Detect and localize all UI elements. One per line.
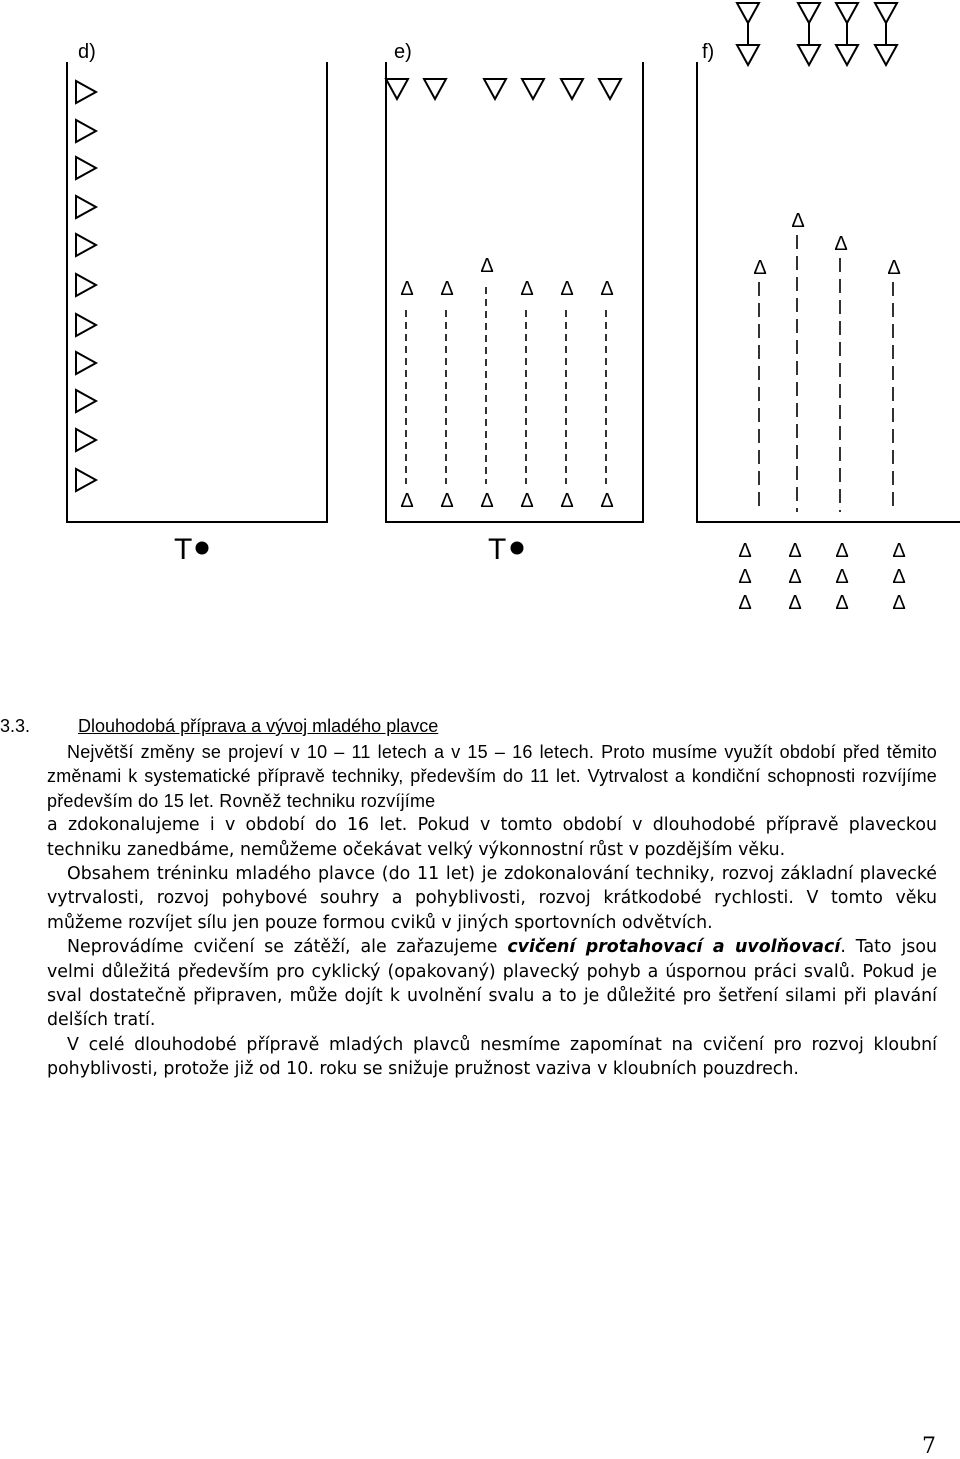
paragraph-3-emphasis: cvičení protahovací a uvolňovací	[507, 937, 841, 958]
coach-d-marker	[196, 542, 209, 555]
lane-marker-icon: Δ	[560, 278, 574, 300]
swimmer-icon	[424, 79, 446, 99]
swimmer-icon	[76, 157, 96, 179]
swimmer-icon	[798, 3, 820, 23]
lane-marker-icon: Δ	[835, 566, 849, 588]
lane-marker-icon: Δ	[440, 278, 454, 300]
lane-marker-icon: Δ	[738, 566, 752, 588]
panel-e	[386, 41, 643, 566]
swimmer-icon	[76, 429, 96, 451]
swimmer-icon	[599, 79, 621, 99]
swimmer-icon	[836, 3, 858, 23]
swimmer-icon	[798, 45, 820, 65]
lane-marker-icon: Δ	[560, 490, 574, 512]
lane-marker-icon: Δ	[788, 566, 802, 588]
lane-marker-icon: Δ	[738, 592, 752, 614]
swimmer-icon	[76, 390, 96, 412]
swimmers-e	[386, 79, 621, 99]
lane-marker-icon: Δ	[738, 540, 752, 562]
lane-marker-icon: Δ	[480, 490, 494, 512]
swimmer-icon	[484, 79, 506, 99]
lane-marker-icon: Δ	[788, 592, 802, 614]
lane-marker-icon: Δ	[788, 540, 802, 562]
swimmer-icon	[76, 274, 96, 296]
panel-d	[67, 41, 327, 566]
pool-f	[697, 62, 960, 522]
swimmer-icon	[875, 45, 897, 65]
lane-marker-icon: Δ	[835, 592, 849, 614]
pool-d	[67, 62, 327, 522]
lane-marker-icon: Δ	[480, 255, 494, 277]
lane-marker-icon: Δ	[400, 490, 414, 512]
lane-marker-icon: Δ	[834, 233, 848, 255]
paragraph-1-continued: a zdokonalujeme i v období do 16 let. Pokud v tomto období v dlouhodobé přípravě plaveckou techniku zanedbáme, nemůžeme očekávat velký výkonnostní růst v pozdějším věku.	[47, 815, 937, 860]
lane-marker-icon: Δ	[600, 490, 614, 512]
lane-marker-icon: Δ	[600, 278, 614, 300]
lane-marker-icon: Δ	[892, 592, 906, 614]
coach-d-label: T	[174, 533, 193, 566]
swimmer-icon	[875, 3, 897, 23]
lane-marker-icon: Δ	[835, 540, 849, 562]
swimmer-icon	[76, 234, 96, 256]
panel-d-label: d)	[78, 41, 96, 63]
paragraph-1-lead: Největší změny se projeví v 10 – 11 letech a v 15 – 16 letech. Proto musíme využít období před těmito změnami k systematické přípravě techniky, především do 11 let. Vytrvalost a kondiční schopnosti rozvíjíme především do 15 let. Rovněž techniku rozvíjíme	[47, 742, 937, 811]
lane-marker-icon: Δ	[400, 278, 414, 300]
swimmer-icon	[386, 79, 408, 99]
section-title: Dlouhodobá příprava a vývoj mladého plavce	[78, 716, 439, 736]
paragraph-4: V celé dlouhodobé přípravě mladých plavců nesmíme zapomínat na cvičení pro rozvoj kloubní pohyblivosti, protože již od 10. roku se snižuje pružnost vaziva v kloubních pouzdrech.	[47, 1034, 937, 1080]
swimmers-f	[737, 3, 897, 65]
lane-markers-e	[400, 255, 613, 512]
paragraph-3-end: . Tato jsou velmi důležitá především pro cyklický (opakovaný) plavecký pohyb a úspornou práci svalů. Pokud je sval dostatečně připraven, může dojít k uvolnění svalu a to je důležité pro šetření silami při plavání delších tratí.	[47, 937, 938, 1031]
coach-e-label: T	[488, 533, 507, 566]
section-body	[47, 740, 937, 1082]
swimmer-icon	[836, 45, 858, 65]
swimmer-icon	[737, 45, 759, 65]
swimmer-icon	[76, 81, 96, 103]
paragraph-2: Obsahem tréninku mladého plavce (do 11 let) je zdokonalování techniky, rozvoj základní plavecké vytrvalosti, rozvoj pohybové souhry a pohyblivosti, rozvoj krátkodobé rychlosti. V tomto věku můžeme rozvíjet sílu jen pouze formou cviků v jiných sportovních odvětvích.	[47, 864, 937, 933]
swimmer-icon	[522, 79, 544, 99]
swimmer-icon	[76, 120, 96, 142]
swimmer-icon	[76, 196, 96, 218]
lane-marker-icon: Δ	[791, 210, 805, 232]
panel-e-label: e)	[394, 41, 412, 63]
lane-marker-icon: Δ	[887, 257, 901, 279]
swimmer-icon	[737, 3, 759, 23]
page-number: 7	[922, 1434, 936, 1459]
lane-marker-icon: Δ	[520, 490, 534, 512]
panel-f	[697, 3, 960, 614]
panel-f-label: f)	[702, 41, 715, 63]
lane-markers-f	[753, 210, 900, 512]
lane-marker-icon: Δ	[753, 257, 767, 279]
coach-e-marker	[511, 542, 524, 555]
lane-marker-icon: Δ	[440, 490, 454, 512]
swimmers-d	[76, 81, 96, 491]
waiting-swimmers-f	[738, 540, 905, 614]
swimmer-icon	[561, 79, 583, 99]
swimming-drill-diagrams	[0, 0, 960, 660]
paragraph-3	[47, 935, 937, 1033]
lane-marker-icon: Δ	[520, 278, 534, 300]
lane-marker-icon: Δ	[892, 566, 906, 588]
swimmer-icon	[76, 314, 96, 336]
lane-marker-icon: Δ	[892, 540, 906, 562]
section-heading	[0, 714, 940, 738]
swimmer-icon	[76, 469, 96, 491]
paragraph-3-start: Neprovádíme cvičení se zátěží, ale zařazujeme	[67, 937, 498, 958]
swimmer-icon	[76, 352, 96, 374]
section-number: 3.3.	[0, 716, 31, 736]
